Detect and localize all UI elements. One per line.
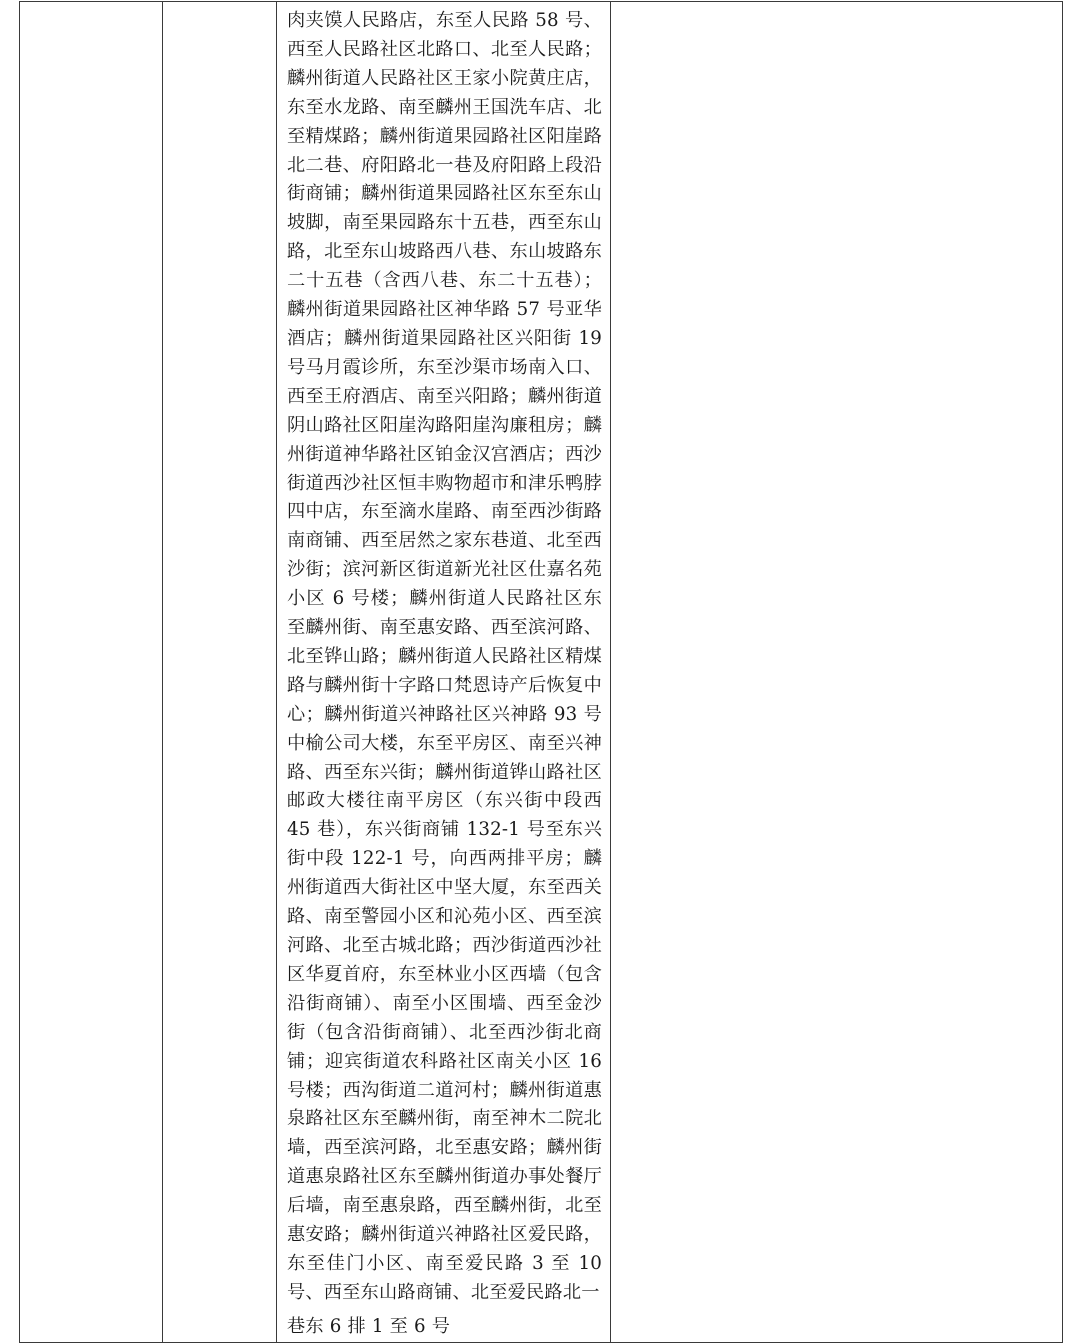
area-description-text: 肉夹馍人民路店，东至人民路 58 号、西至人民路社区北路口、北至人民路；麟州街道人民路社区王家小院黄庄店，东至水龙路、南至麟州王国洗车店、北至精煤路；麟州街道果园路社区阳崖路北二巷、府阳路北一巷及府阳路上段沿街商铺；麟州街道果园路社区东至东山坡脚，南至果园路东十五巷，西至东山路，北至东山坡路西八巷、东山坡路东二十五巷（含西八巷、东二十五巷）；麟州街道果园路社区神华路 57 号亚华酒店；麟州街道果园路社区兴阳街 19 号马月霞诊所，东至沙渠市场南入口、西至王府酒店、南至兴阳路；麟州街道阴山路社区阳崖沟路阳崖沟廉租房；麟州街道神华路社区铂金汉宫酒店；西沙街道西沙社区恒丰购物超市和津乐鸭脖四中店，东至滴水崖路、南至西沙街路南商铺、西至居然之家东巷道、北至西沙街；滨河新区街道新光社区仕嘉名苑小区 6 号楼；麟州街道人民路社区东至麟州街、南至惠安路、西至滨河路、北至铧山路；麟州街道人民路社区精煤路与麟州街十字路口梵恩诗产后恢复中心；麟州街道兴神路社区兴神路 93 号中榆公司大楼，东至平房区、南至兴神路、西至东兴街；麟州街道铧山路社区邮政大楼往南平房区（东兴街中段西 45 巷），东兴街商铺 132-1 号至东兴街中段 122-1 号，向西两排平房；麟州街道西大街社区中坚大厦，东至西关路、南至警园小区和沁苑小区、西至滨河路、北至古城北路；西沙街道西沙社区华夏首府，东至林业小区西墙（包含沿街商铺）、南至小区围墙、西至金沙街（包含沿街商铺）、北至西沙街北商铺；迎宾街道农科路社区南关小区 16 号楼；西沟街道二道河村；麟州街道惠泉路社区东至麟州街，南至神木二院北墙，西至滨河路，北至惠安路；麟州街道惠泉路社区东至麟州街道办事处餐厅后墙，南至惠泉路，西至麟州街，北至惠安路；麟州街道兴神路社区爱民路，东至佳门小区、南至爱民路 3 至 10 号、西至东山路商铺、北至爱民路北一 (287, 10, 602, 1303)
table-row (20, 2, 1063, 1343)
table-cell-col4 (611, 2, 1063, 1343)
document-table (19, 1, 1063, 1343)
table-cell-col1 (20, 2, 163, 1343)
area-description-last-line: 巷东 6 排 1 至 6 号 (287, 1315, 451, 1337)
table-cell-col2 (163, 2, 277, 1343)
table-cell-area-description (277, 2, 611, 1343)
